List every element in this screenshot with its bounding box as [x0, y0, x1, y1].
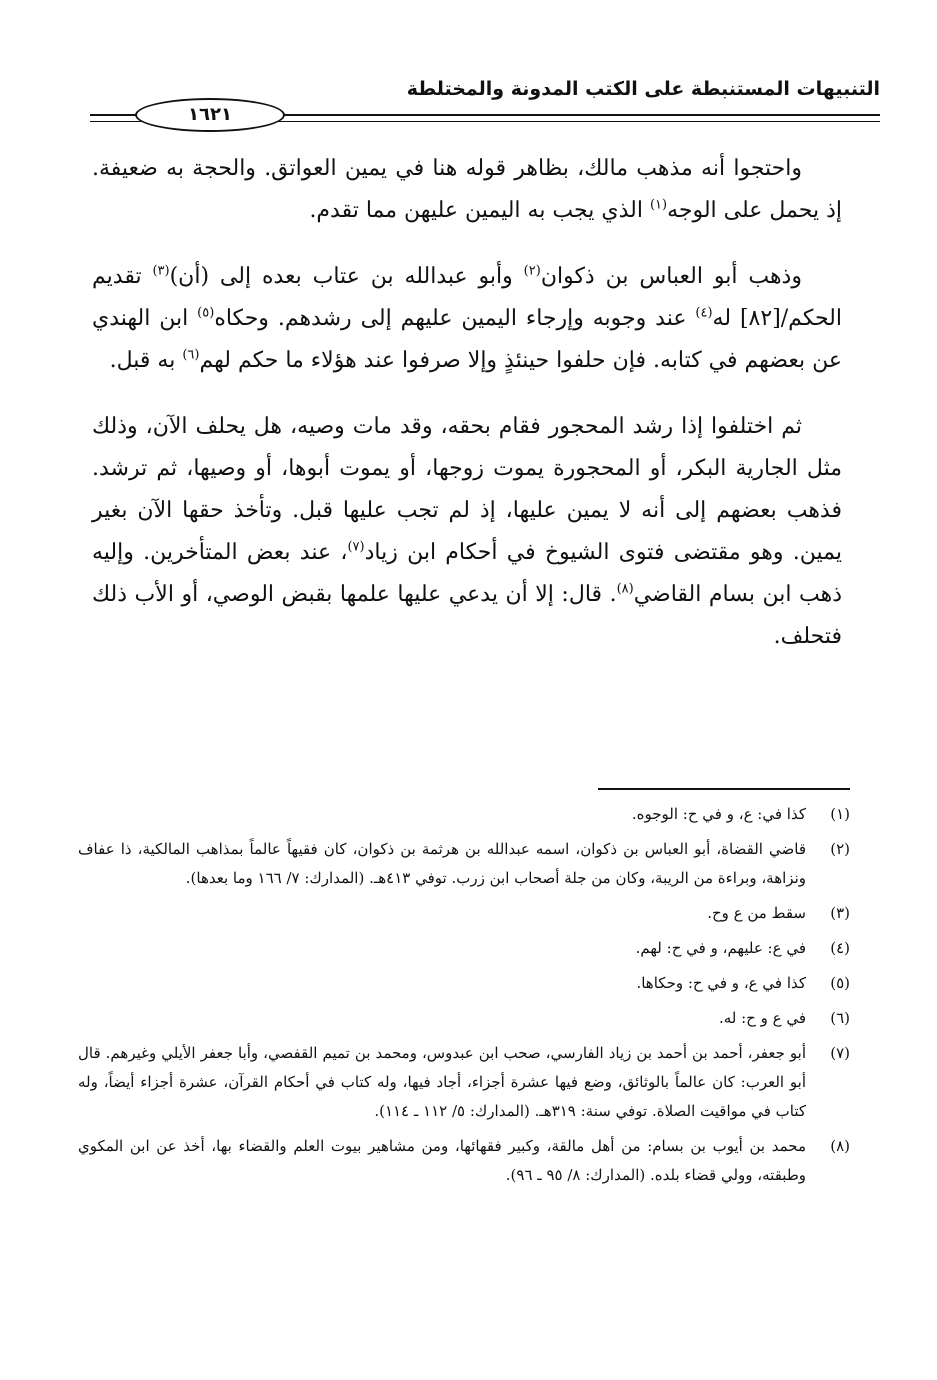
footnote-separator	[598, 788, 850, 790]
footnote	[78, 1039, 850, 1126]
footnote-text: في ع: عليهم، و في ح: لهم.	[635, 939, 806, 957]
footnote	[78, 934, 850, 963]
text-segment: الذي يجب به اليمين عليهن مما تقدم.	[309, 198, 650, 223]
footnote-number: (٥)	[830, 974, 850, 992]
text-segment: واحتجوا أنه مذهب مالك، بظاهر قوله هنا في يمين العواتق. والحجة به ضعيفة. إذ يحمل على الوجه	[92, 156, 842, 223]
text-segment: . قال: إلا أن يدعي عليها علمها بقبض الوصي، أو الأب ذلك فتحلف.	[92, 582, 842, 649]
footnotes	[78, 800, 850, 1196]
text-segment: ، عند بعض المتأخرين. وإليه ذهب ابن بسام القاضي	[92, 540, 842, 607]
footnote-number: (١)	[830, 805, 850, 823]
footnote-text: كذا في: ع، و في ح: الوجوه.	[631, 805, 806, 823]
footnote-ref: (٢)	[523, 263, 541, 279]
footnote-ref: (٣)	[152, 263, 170, 279]
footnote-number: (٤)	[830, 939, 850, 957]
footnote	[78, 800, 850, 829]
footnote	[78, 969, 850, 998]
footnote-text: قاضي القضاة، أبو العباس بن ذكوان، اسمه عبدالله بن هرثمة بن ذكوان، كان فقيهاً عالماً بمذاهب المالكية، ذا عفاف ونزاهة، وبراءة من الريبة، وكان من جلة أصحاب ابن زرب. توفي ٤١٣هـ. (المدارك: ٧/ ١٦٦ وما بعدها).	[78, 840, 806, 887]
main-text	[92, 148, 842, 682]
text-segment: عند وجوبه وإرجاء اليمين عليهم إلى رشدهم. وحكاه	[214, 306, 696, 331]
footnote-text: سقط من ع وح.	[707, 904, 806, 922]
footnote-ref: (٦)	[182, 347, 200, 363]
footnote-number: (٨)	[830, 1137, 850, 1155]
footnote-ref: (٤)	[695, 305, 713, 321]
footnote	[78, 835, 850, 893]
footnote	[78, 1004, 850, 1033]
footnote-ref: (٧)	[347, 539, 365, 555]
footnote	[78, 1132, 850, 1190]
footnote-number: (٣)	[830, 904, 850, 922]
footnote-text: في ع و ح: له.	[718, 1009, 806, 1027]
text-segment: به قبل.	[109, 348, 183, 373]
paragraph	[92, 256, 842, 382]
footnote-number: (٢)	[830, 840, 850, 858]
text-segment: وذهب أبو العباس بن ذكوان	[540, 264, 802, 289]
footnote-number: (٦)	[830, 1009, 850, 1027]
running-title: التنبيهات المستنبطة على الكتب المدونة والمختلطة	[406, 78, 880, 100]
footnote-number: (٧)	[830, 1044, 850, 1062]
page-header	[80, 78, 880, 126]
paragraph	[92, 406, 842, 658]
text-segment: ابن الهندي عن بعضهم في كتابه. فإن حلفوا حينئذٍ وإلا صرفوا عند هؤلاء ما حكم لهم	[92, 306, 842, 373]
page-number: ١٦٢١	[135, 98, 285, 132]
paragraph	[92, 148, 842, 232]
footnote-text: أبو جعفر، أحمد بن أحمد بن زياد الفارسي، صحب ابن عبدوس، ومحمد بن تميم القفصي، وأبا جعفر الأيلي وغيرهم. قال أبو العرب: كان عالماً بالوثائق، وضع فيها عشرة أجزاء، أجاد فيها، وله كتاب في أحكام القرآن، عشرة أجزاء أيضاً، وله كتاب في مواقيت الصلاة. توفي سنة: ٣١٩هـ. (المدارك: ٥/ ١١٢ ـ ١١٤).	[78, 1044, 806, 1120]
text-segment: تقديم الحكم/[٨٢] له	[92, 264, 842, 331]
text-segment: ثم اختلفوا إذا رشد المحجور فقام بحقه، وقد مات وصيه، هل يحلف الآن، وذلك مثل الجارية البكر، أو المحجورة يموت زوجها، أو يموت أبوها، أو وصيها، ثم ترشد. فذهب بعضهم إلى أنه لا يمين عليها، إذ لم تجب عليها قبل. وتأخذ حقها الآن بغير يمين. وهو مقتضى فتوى الشيوخ في أحكام ابن زياد	[92, 414, 842, 565]
text-segment: وأبو عبدالله بن عتاب بعده إلى (أن)	[169, 264, 524, 289]
footnote-ref: (١)	[649, 197, 668, 213]
footnote-ref: (٥)	[197, 305, 215, 321]
footnote	[78, 899, 850, 928]
footnote-text: كذا في ع، و في ح: وحكاها.	[636, 974, 806, 992]
footnote-text: محمد بن أيوب بن بسام: من أهل مالقة، وكبير فقهائها، ومن مشاهير بيوت العلم والقضاء بها، أخذ عن ابن المكوي وطبقته، وولي قضاء بلده. (المدارك: ٨/ ٩٥ ـ ٩٦).	[78, 1137, 806, 1184]
footnote-ref: (٨)	[616, 581, 634, 597]
